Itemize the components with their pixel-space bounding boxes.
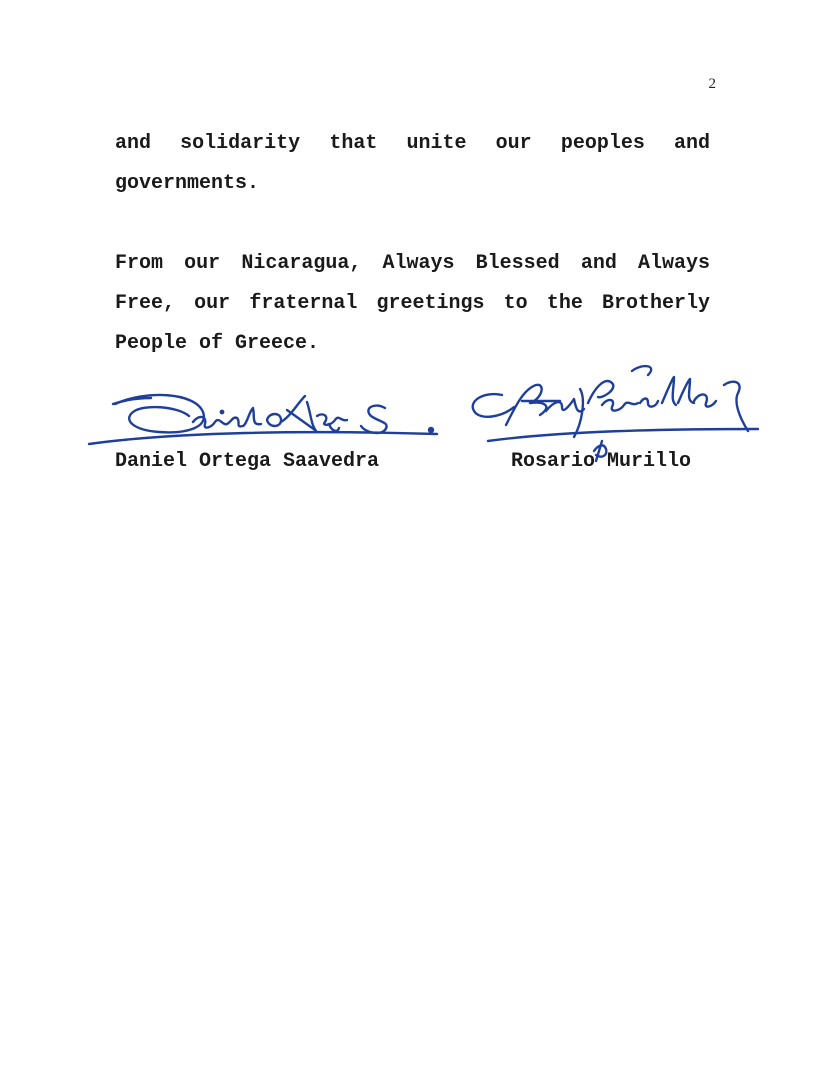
paragraph-line: People of Greece. — [115, 332, 320, 355]
signer-name-murillo: Rosario Murillo — [511, 450, 692, 473]
page-number: 2 — [708, 76, 716, 92]
signature-murillo — [462, 355, 762, 465]
signer-name-ortega: Daniel Ortega Saavedra — [115, 450, 380, 473]
paragraph-line: and solidarity that unite our peoples and — [115, 132, 710, 155]
paragraph-line: governments. — [115, 172, 260, 195]
paragraph-line: Free, our fraternal greetings to the Brotherly — [115, 292, 710, 315]
paragraph-line: From our Nicaragua, Always Blessed and Always — [115, 252, 710, 275]
